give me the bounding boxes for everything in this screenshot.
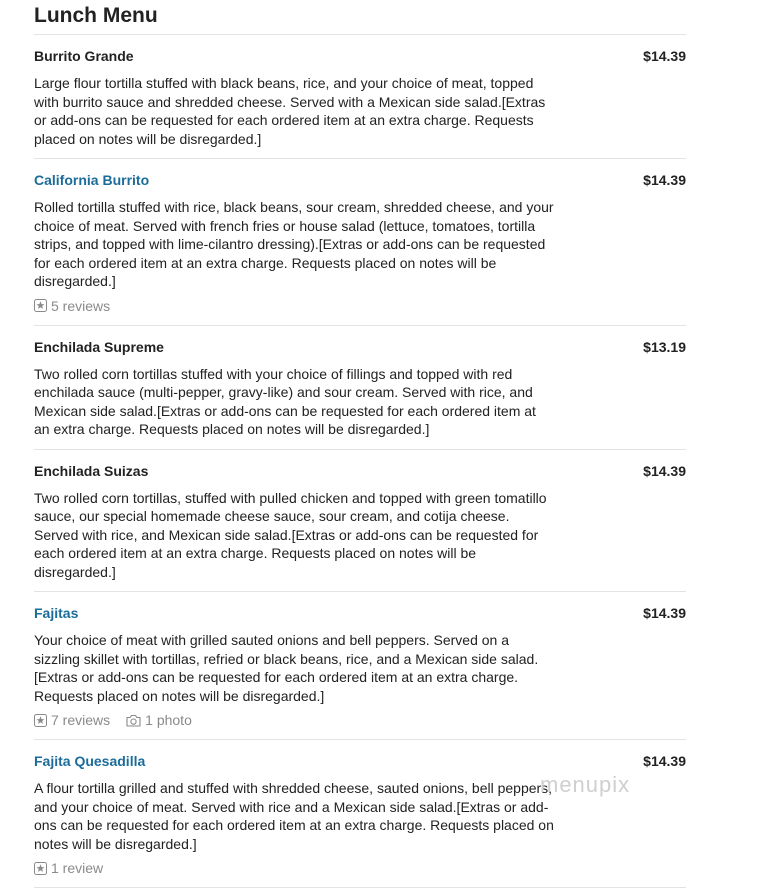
menu-item-name-link[interactable]: Fajita Quesadilla	[34, 753, 146, 769]
menu-item-price: $14.39	[643, 48, 686, 64]
star-badge-icon	[34, 862, 47, 875]
camera-icon	[126, 714, 141, 727]
reviews-count: 7 reviews	[51, 712, 111, 728]
menu-item-price: $14.39	[643, 605, 686, 621]
menu-item	[34, 450, 686, 593]
menu-item-name: Burrito Grande	[34, 48, 134, 64]
menu-item-price: $14.39	[643, 462, 686, 479]
menu-item	[34, 35, 686, 159]
photos-count: 1 photo	[145, 712, 192, 728]
menu-item-description: Large flour tortilla stuffed with black beans, rice, and your choice of meat, topped with burrito sauce and shredded cheese. Served with a Mexican side salad.[Extras or add-ons can be requested for each ordered item at an extra charge. Requests placed on notes will be disregarded.]	[34, 75, 546, 147]
menu-item-meta	[34, 711, 686, 729]
menu-item-name: Enchilada Supreme	[34, 338, 164, 355]
reviews-link[interactable]	[34, 859, 103, 877]
menu-item-description: Two rolled corn tortillas stuffed with your choice of fillings and topped with red enchilada sauce (multi-pepper, gravy-like) and sour cream. Served with rice, and Mexican side salad.[Extras or add-ons can be requested for each ordered item at an extra charge. Requests placed on notes will be disregarded.]	[34, 365, 536, 437]
page-title: Lunch Menu	[34, 4, 686, 35]
menu-item-price: $13.19	[643, 338, 686, 355]
menu-item-description: Rolled tortilla stuffed with rice, black beans, sour cream, shredded cheese, and your choice of meat. Served with french fries or house salad (lettuce, tomatoes, tortilla strips, and topped with lime-cilantro dressing).[Extras or add-ons can be requested for each ordered item at an extra charge. Requests placed on notes will be disregarded.]	[34, 199, 554, 289]
reviews-link[interactable]	[34, 711, 110, 729]
menu-item-name-link[interactable]: California Burrito	[34, 172, 150, 188]
star-badge-icon	[34, 714, 47, 727]
reviews-count: 1 review	[51, 860, 104, 876]
menu-item-price: $14.39	[643, 172, 686, 188]
menu-item-name: Enchilada Suizas	[34, 462, 149, 479]
menu-item-price: $14.39	[643, 753, 686, 769]
menu-item-description: Two rolled corn tortillas, stuffed with pulled chicken and topped with green tomatillo sauce, our special homemade cheese sauce, sour cream, and cotija cheese. Served with rice, and Mexican side salad.[Extras or add-ons can be requested for each ordered item at an extra charge. Requests placed on notes will be disregarded.]	[34, 489, 547, 580]
watermark: menupix	[540, 772, 631, 797]
star-badge-icon	[34, 299, 47, 312]
menu-item	[34, 159, 686, 326]
reviews-link[interactable]	[34, 297, 110, 315]
menu-item	[34, 592, 686, 740]
menu-item-description: A flour tortilla grilled and stuffed with shredded cheese, sauted onions, bell peppers, and your choice of meat. Served with rice and a Mexican side salad.[Extras or add-ons can be requested for each ordered item at an extra charge. Requests placed on notes will be disregarded.]	[34, 780, 554, 852]
menu-item-meta	[34, 297, 686, 315]
menu-item-description: Your choice of meat with grilled sauted onions and bell peppers. Served on a sizzling skillet with tortillas, refried or black beans, rice, and a Mexican side salad.[Extras or add-ons can be requested for each ordered item at an extra charge. Requests placed on notes will be disregarded.]	[34, 632, 539, 704]
menu-page	[34, 0, 686, 888]
menu-item	[34, 740, 686, 888]
menu-item-meta	[34, 859, 686, 877]
menu-item-name-link[interactable]: Fajitas	[34, 605, 79, 621]
menu-item	[34, 326, 686, 450]
reviews-count: 5 reviews	[51, 297, 111, 314]
photos-link[interactable]	[126, 711, 192, 729]
